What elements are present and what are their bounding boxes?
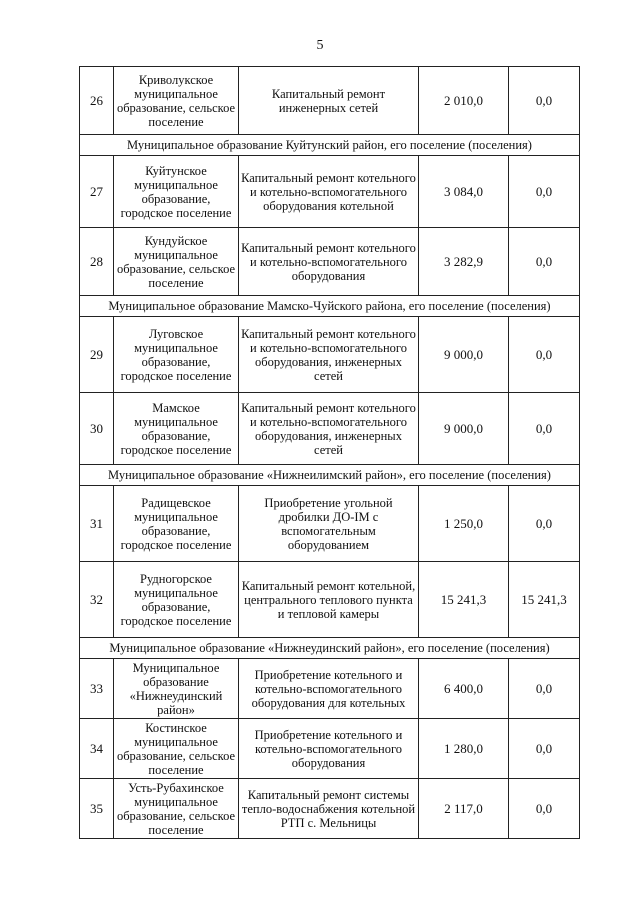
table-row bbox=[80, 67, 580, 135]
table-row bbox=[80, 317, 580, 393]
section-row bbox=[80, 135, 580, 156]
row-number: 32 bbox=[80, 562, 114, 638]
amount-other: 0,0 bbox=[509, 659, 580, 719]
municipality-name: Криволукское муниципальное образование, сельское поселение bbox=[114, 67, 239, 135]
row-number: 30 bbox=[80, 393, 114, 465]
section-title: Муниципальное образование «Нижнеилимский район», его поселение (поселения) bbox=[80, 465, 580, 486]
amount-other: 0,0 bbox=[509, 779, 580, 839]
amount-total: 15 241,3 bbox=[419, 562, 509, 638]
municipality-name: Кундуйское муниципальное образование, сельское поселение bbox=[114, 228, 239, 296]
section-title: Муниципальное образование Мамско-Чуйского района, его поселение (поселения) bbox=[80, 296, 580, 317]
amount-other: 0,0 bbox=[509, 228, 580, 296]
municipality-name: Радищевское муниципальное образование, городское поселение bbox=[114, 486, 239, 562]
municipality-name: Усть-Рубахинское муниципальное образование, сельское поселение bbox=[114, 779, 239, 839]
municipality-name: Муниципальное образование «Нижнеудинский район» bbox=[114, 659, 239, 719]
row-number: 33 bbox=[80, 659, 114, 719]
amount-total: 9 000,0 bbox=[419, 317, 509, 393]
section-row bbox=[80, 638, 580, 659]
row-number: 26 bbox=[80, 67, 114, 135]
amount-total: 6 400,0 bbox=[419, 659, 509, 719]
row-number: 27 bbox=[80, 156, 114, 228]
section-row bbox=[80, 465, 580, 486]
work-description: Приобретение котельного и котельно-вспомогательного оборудования для котельных bbox=[239, 659, 419, 719]
amount-total: 2 010,0 bbox=[419, 67, 509, 135]
amount-other: 0,0 bbox=[509, 317, 580, 393]
work-description: Капитальный ремонт котельного и котельно-вспомогательного оборудования котельной bbox=[239, 156, 419, 228]
amount-total: 9 000,0 bbox=[419, 393, 509, 465]
section-row bbox=[80, 296, 580, 317]
municipality-name: Костинское муниципальное образование, сельское поселение bbox=[114, 719, 239, 779]
amount-other: 15 241,3 bbox=[509, 562, 580, 638]
work-description: Приобретение котельного и котельно-вспомогательного оборудования bbox=[239, 719, 419, 779]
row-number: 34 bbox=[80, 719, 114, 779]
table-row bbox=[80, 228, 580, 296]
amount-total: 1 280,0 bbox=[419, 719, 509, 779]
table-row bbox=[80, 719, 580, 779]
work-description: Капитальный ремонт котельного и котельно-вспомогательного оборудования, инженерных сетей bbox=[239, 317, 419, 393]
table-row bbox=[80, 659, 580, 719]
table-row bbox=[80, 393, 580, 465]
municipality-name: Рудногорское муниципальное образование, городское поселение bbox=[114, 562, 239, 638]
row-number: 31 bbox=[80, 486, 114, 562]
municipality-name: Мамское муниципальное образование, городское поселение bbox=[114, 393, 239, 465]
table-body bbox=[80, 67, 580, 839]
amount-other: 0,0 bbox=[509, 719, 580, 779]
row-number: 35 bbox=[80, 779, 114, 839]
table-row bbox=[80, 779, 580, 839]
page-number: 5 bbox=[316, 38, 324, 53]
table-row bbox=[80, 562, 580, 638]
row-number: 29 bbox=[80, 317, 114, 393]
work-description: Приобретение угольной дробилки ДО-IM с вспомогательным оборудованием bbox=[239, 486, 419, 562]
work-description: Капитальный ремонт котельной, центрального теплового пункта и тепловой камеры bbox=[239, 562, 419, 638]
amount-total: 1 250,0 bbox=[419, 486, 509, 562]
row-number: 28 bbox=[80, 228, 114, 296]
amount-other: 0,0 bbox=[509, 156, 580, 228]
funding-table bbox=[79, 66, 580, 839]
municipality-name: Куйтунское муниципальное образование, городское поселение bbox=[114, 156, 239, 228]
amount-other: 0,0 bbox=[509, 393, 580, 465]
section-title: Муниципальное образование Куйтунский район, его поселение (поселения) bbox=[80, 135, 580, 156]
work-description: Капитальный ремонт котельного и котельно-вспомогательного оборудования bbox=[239, 228, 419, 296]
work-description: Капитальный ремонт инженерных сетей bbox=[239, 67, 419, 135]
amount-other: 0,0 bbox=[509, 67, 580, 135]
work-description: Капитальный ремонт котельного и котельно-вспомогательного оборудования, инженерных сетей bbox=[239, 393, 419, 465]
section-title: Муниципальное образование «Нижнеудинский район», его поселение (поселения) bbox=[80, 638, 580, 659]
table-row bbox=[80, 156, 580, 228]
table-row bbox=[80, 486, 580, 562]
amount-total: 3 282,9 bbox=[419, 228, 509, 296]
work-description: Капитальный ремонт системы тепло-водоснабжения котельной РТП с. Мельницы bbox=[239, 779, 419, 839]
amount-total: 3 084,0 bbox=[419, 156, 509, 228]
municipality-name: Луговское муниципальное образование, городское поселение bbox=[114, 317, 239, 393]
amount-total: 2 117,0 bbox=[419, 779, 509, 839]
amount-other: 0,0 bbox=[509, 486, 580, 562]
